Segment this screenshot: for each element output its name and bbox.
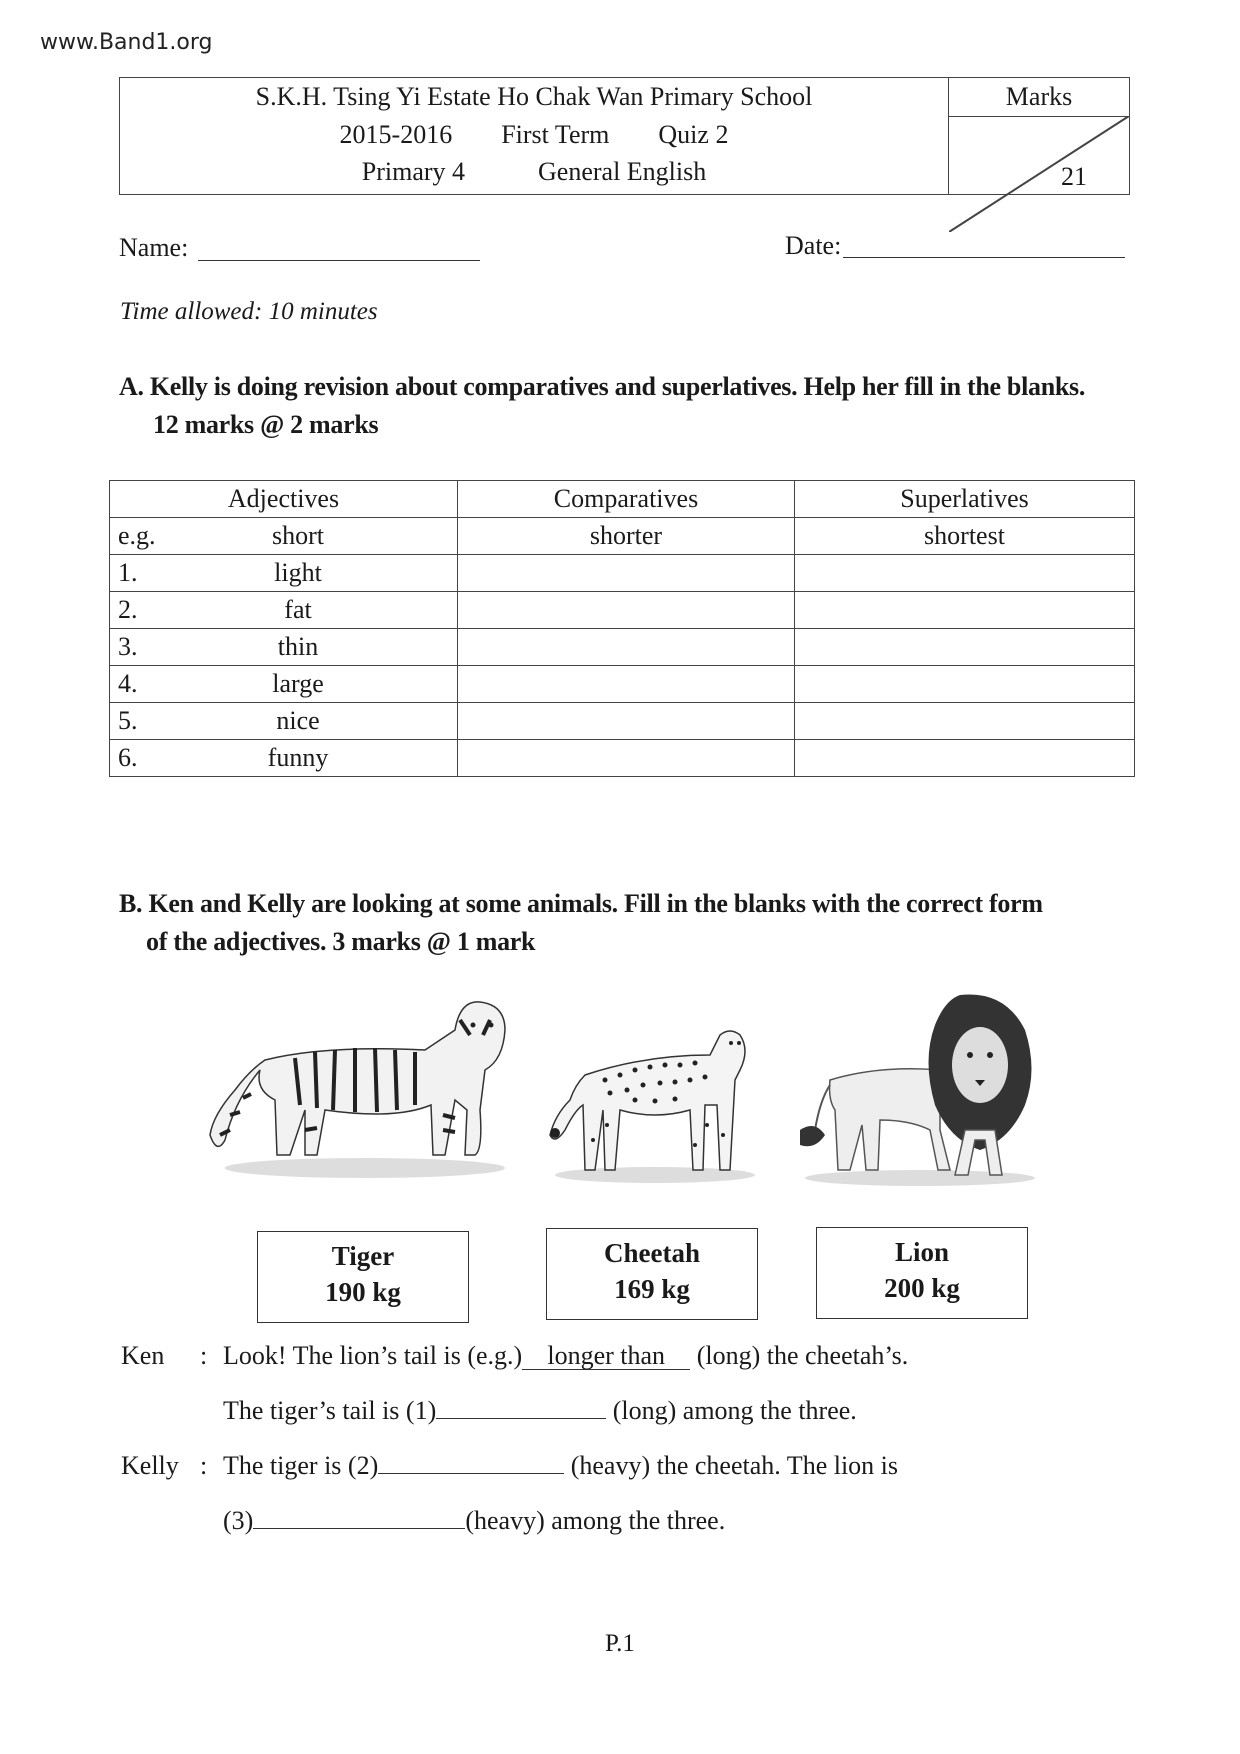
comparative-example: shorter	[458, 518, 795, 555]
section-a-marks: 12 marks @ 2 marks	[153, 410, 379, 439]
marks-diagonal-line	[949, 116, 1129, 232]
table-row	[110, 629, 1135, 666]
dialogue-text: (long) among the three.	[612, 1396, 857, 1425]
tiger-illustration-icon	[205, 990, 515, 1180]
cheetah-illustration-icon	[545, 1025, 765, 1185]
school-name: S.K.H. Tsing Yi Estate Ho Chak Wan Primary School	[255, 82, 813, 111]
time-allowed: Time allowed: 10 minutes	[120, 298, 378, 325]
dialogue-line-example	[223, 1341, 908, 1371]
name-field[interactable]	[198, 259, 480, 261]
animal-card-tiger	[257, 1231, 469, 1323]
speaker-colon: :	[200, 1341, 208, 1370]
column-header-comparatives: Comparatives	[458, 481, 795, 518]
speaker-kelly: Kelly	[121, 1451, 179, 1480]
superlative-answer-cell[interactable]	[795, 740, 1135, 777]
table-row	[110, 666, 1135, 703]
column-header-superlatives: Superlatives	[795, 481, 1135, 518]
column-header-adjectives: Adjectives	[110, 481, 458, 518]
animal-card-lion	[816, 1227, 1028, 1319]
dialogue-text: (3)	[223, 1506, 254, 1535]
section-a-title: A. Kelly is doing revision about comparatives and superlatives. Help her fill in the blanks.	[119, 372, 1086, 401]
quiz-number: Quiz 2	[658, 120, 729, 149]
superlative-answer-cell[interactable]	[795, 703, 1135, 740]
comparative-answer-cell[interactable]	[458, 629, 795, 666]
animal-name: Lion	[894, 1237, 950, 1267]
term: First Term	[501, 120, 610, 149]
watermark: www.Band1.org	[40, 30, 213, 55]
animal-weight: 169 kg	[614, 1274, 690, 1304]
grade: Primary 4	[361, 157, 466, 186]
term-line	[120, 120, 948, 150]
table-row	[110, 703, 1135, 740]
dialogue-text: (heavy) among the three.	[465, 1506, 726, 1535]
adjective: funny	[267, 743, 329, 772]
example-answer: longer than	[522, 1343, 690, 1370]
superlative-example: shortest	[795, 518, 1135, 555]
speaker-colon: :	[200, 1451, 208, 1480]
comparative-answer-cell[interactable]	[458, 666, 795, 703]
subject: General English	[538, 157, 707, 186]
page-number: P.1	[605, 1630, 635, 1657]
dialogue-line-3	[223, 1506, 725, 1536]
superlative-answer-cell[interactable]	[795, 592, 1135, 629]
row-number: 5.	[118, 706, 138, 735]
row-number: 3.	[118, 632, 138, 661]
marks-total: 21	[1061, 162, 1087, 191]
date-field[interactable]	[843, 256, 1125, 258]
marks-box	[949, 78, 1129, 194]
speaker-ken: Ken	[121, 1341, 165, 1370]
row-number: e.g.	[118, 521, 156, 550]
adjective: fat	[284, 595, 312, 624]
comparative-answer-cell[interactable]	[458, 740, 795, 777]
row-number: 1.	[118, 558, 138, 587]
row-number: 2.	[118, 595, 138, 624]
quiz-header-info	[120, 78, 949, 194]
answer-blank-1[interactable]	[436, 1418, 606, 1419]
comparative-answer-cell[interactable]	[458, 592, 795, 629]
date-label: Date:	[785, 231, 842, 260]
quiz-header	[119, 77, 1130, 195]
name-label: Name:	[119, 233, 189, 262]
adjective: short	[272, 521, 324, 550]
dialogue-line-2	[223, 1451, 898, 1481]
answer-blank-2[interactable]	[378, 1473, 564, 1474]
table-row	[110, 740, 1135, 777]
table-header-row	[110, 481, 1135, 518]
answer-blank-3[interactable]	[253, 1528, 465, 1529]
comparative-answer-cell[interactable]	[458, 703, 795, 740]
marks-label: Marks	[949, 78, 1129, 117]
subject-line	[120, 157, 948, 187]
comparative-answer-cell[interactable]	[458, 555, 795, 592]
row-number: 4.	[118, 669, 138, 698]
animal-name: Tiger	[331, 1241, 395, 1271]
row-number: 6.	[118, 743, 138, 772]
animal-card-cheetah	[546, 1228, 758, 1320]
lion-illustration-icon	[790, 990, 1040, 1190]
adjective: nice	[276, 706, 320, 735]
school-year: 2015-2016	[339, 120, 453, 149]
adjective: large	[272, 669, 324, 698]
table-row	[110, 592, 1135, 629]
dialogue-text: The tiger’s tail is (1)	[223, 1396, 437, 1425]
superlative-answer-cell[interactable]	[795, 629, 1135, 666]
dialogue-text: Look! The lion’s tail is (e.g.)	[223, 1341, 523, 1370]
animal-weight: 200 kg	[884, 1273, 960, 1303]
animal-name: Cheetah	[604, 1238, 700, 1268]
superlative-answer-cell[interactable]	[795, 555, 1135, 592]
dialogue-text: (heavy) the cheetah. The lion is	[570, 1451, 899, 1480]
superlative-answer-cell[interactable]	[795, 666, 1135, 703]
adjective: light	[274, 558, 322, 587]
table-row-example	[110, 518, 1135, 555]
dialogue-text: (long) the cheetah’s.	[696, 1341, 909, 1370]
table-row	[110, 555, 1135, 592]
animal-weight: 190 kg	[325, 1277, 401, 1307]
dialogue-line-1	[223, 1396, 857, 1426]
adjective: thin	[277, 632, 319, 661]
section-b-title: B. Ken and Kelly are looking at some animals. Fill in the blanks with the correct form	[119, 889, 1043, 918]
section-b-title-line2: of the adjectives. 3 marks @ 1 mark	[146, 927, 536, 956]
dialogue-text: The tiger is (2)	[223, 1451, 379, 1480]
adjectives-table	[109, 480, 1135, 777]
